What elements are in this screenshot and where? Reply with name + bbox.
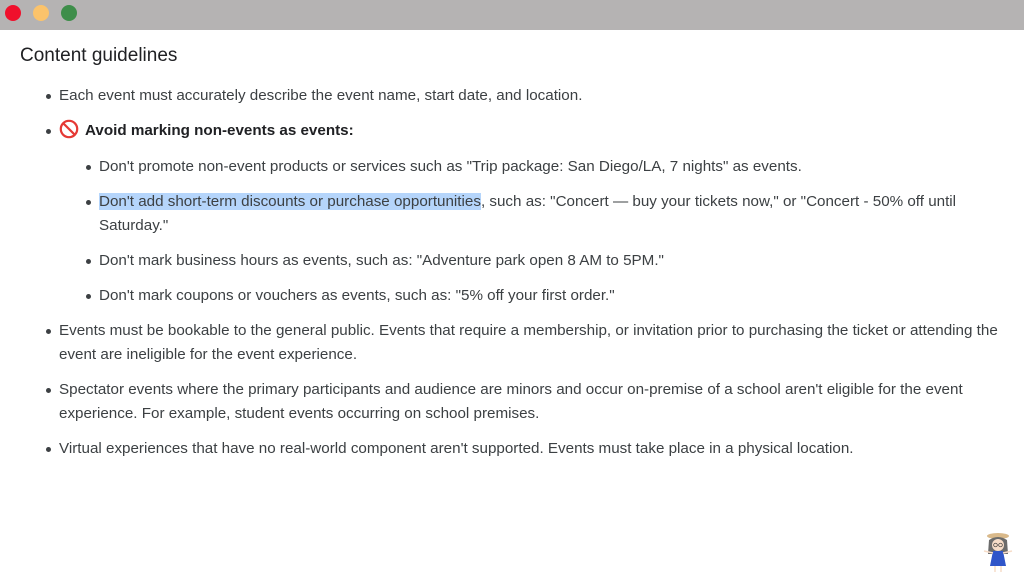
- list-item-text: , such as: "Concert — buy your tickets now," or "Concert - 50% off until Saturday.": [99, 193, 957, 234]
- selected-text[interactable]: Don't add short-term discounts or purchase opportunities: [99, 193, 481, 210]
- list-item-text: Virtual experiences that have no real-world component aren't supported. Events must take place in a physical location.: [59, 440, 854, 457]
- sub-list-item: [59, 249, 1010, 273]
- document-content: [20, 42, 1010, 472]
- list-item-text: Spectator events where the primary participants and audience are minors and occur on-premise of a school aren't eligible for the event experience. For example, student events occurring on school premises.: [59, 381, 963, 422]
- list-item: [20, 84, 1010, 108]
- list-item-text: Don't mark business hours as events, such as: "Adventure park open 8 AM to 5PM.": [99, 252, 664, 269]
- list-item: [20, 437, 1010, 461]
- page-title: Content guidelines: [20, 45, 178, 66]
- maximize-window-button[interactable]: [61, 5, 77, 21]
- window-titlebar: [0, 0, 1024, 30]
- sub-list-item: [59, 155, 1010, 179]
- sub-list-item: [59, 190, 1010, 238]
- no-entry-icon: [59, 119, 79, 139]
- non-events-sublist: [59, 155, 1010, 308]
- list-item-text: Events must be bookable to the general public. Events that require a membership, or invitation prior to purchasing the ticket or attending the event are ineligible for the event experience.: [59, 322, 998, 363]
- minimize-window-button[interactable]: [33, 5, 49, 21]
- list-item-text: Each event must accurately describe the event name, start date, and location.: [59, 87, 583, 104]
- mascot-avatar-icon: [978, 528, 1018, 574]
- close-window-button[interactable]: [5, 5, 21, 21]
- list-item: [20, 319, 1010, 367]
- list-item: [20, 378, 1010, 426]
- list-item-text: Don't mark coupons or vouchers as events, such as: "5% off your first order.": [99, 287, 615, 304]
- list-item-non-events: [20, 119, 1010, 308]
- sub-list-item: [59, 284, 1010, 308]
- list-item-text: Don't promote non-event products or services such as "Trip package: San Diego/LA, 7 nights" as events.: [99, 158, 802, 175]
- section-heading: Avoid marking non-events as events:: [85, 122, 354, 139]
- guidelines-list: [20, 84, 1010, 461]
